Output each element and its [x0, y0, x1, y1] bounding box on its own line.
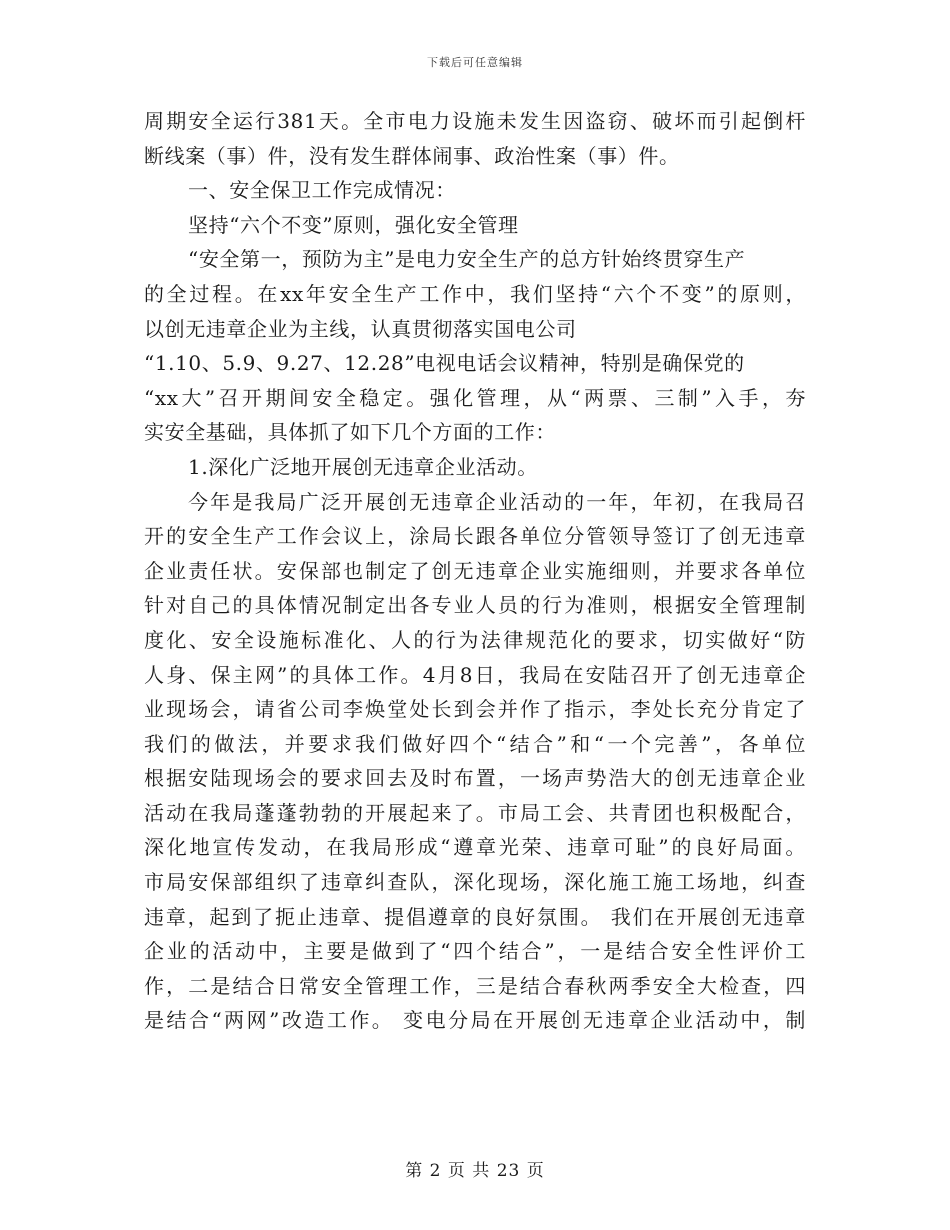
text-line: “xx大”召开期间安全稳定。强化管理，从“两票、三制”入手，夯	[144, 385, 806, 410]
text-line: 企业责任状。安保部也制定了创无违章企业实施细则，并要求各单位	[144, 558, 806, 583]
text-line: 市局安保部组织了违章纠查队，深化现场，深化施工施工场地，纠查	[144, 870, 806, 895]
text-line: 作，二是结合日常安全管理工作，三是结合春秋两季安全大检查，四	[144, 973, 806, 998]
text-line: “安全第一，预防为主”是电力安全生产的总方针始终贯穿生产	[188, 247, 746, 272]
page-footer: 第 2 页 共 23 页	[405, 1161, 545, 1181]
text-line: “1.10、5.9、9.27、12.28”电视电话会议精神，特别是确保党的	[144, 351, 745, 376]
text-line: 违章，起到了扼止违章、提倡遵章的良好氛围。 我们在开展创无违章	[144, 904, 806, 929]
text-line: 断线案（事）件，没有发生群体闹事、政治性案（事）件。	[144, 143, 680, 168]
text-line: 企业的活动中，主要是做到了“四个结合”，一是结合安全性评价工	[144, 939, 806, 964]
text-line: 是结合“两网”改造工作。 变电分局在开展创无违章企业活动中，制	[144, 1008, 806, 1033]
text-line: 周期安全运行381天。全市电力设施未发生因盗窃、破坏而引起倒杆	[144, 109, 806, 133]
text-line: 实安全基础，具体抓了如下几个方面的工作：	[144, 420, 556, 445]
text-line: 一、安全保卫工作完成情况：	[188, 178, 456, 203]
text-line: 活动在我局蓬蓬勃勃的开展起来了。市局工会、共青团也积极配合，	[144, 800, 806, 825]
text-line: 以创无违章企业为主线，认真贯彻落实国电公司	[144, 316, 577, 341]
text-line: 开的安全生产工作会议上，涂局长跟各单位分管领导签订了创无违章	[144, 524, 806, 549]
text-line: 的全过程。在xx年安全生产工作中，我们坚持“六个不变”的原则，	[144, 281, 806, 306]
text-line: 业现场会，请省公司李焕堂处长到会并作了指示，李处长充分肯定了	[144, 697, 806, 722]
document-body	[144, 104, 806, 1038]
text-line: 人身、保主网”的具体工作。4月8日，我局在安陆召开了创无违章企	[144, 662, 806, 687]
text-line: 我们的做法，并要求我们做好四个“结合”和“一个完善”，各单位	[144, 731, 806, 756]
page-header: 下载后可任意编辑	[427, 56, 523, 69]
text-line: 针对自己的具体情况制定出各专业人员的行为准则，根据安全管理制	[144, 593, 806, 618]
text-line: 坚持“六个不变”原则，强化安全管理	[188, 212, 519, 237]
text-line: 根据安陆现场会的要求回去及时布置，一场声势浩大的创无违章企业	[144, 766, 806, 791]
text-line: 今年是我局广泛开展创无违章企业活动的一年，年初，在我局召	[188, 489, 806, 514]
text-line: 1.深化广泛地开展创无违章企业活动。	[188, 454, 538, 479]
text-line: 深化地宣传发动，在我局形成“遵章光荣、违章可耻”的良好局面。	[144, 835, 806, 860]
text-line: 度化、安全设施标准化、人的行为法律规范化的要求，切实做好“防	[144, 627, 806, 652]
